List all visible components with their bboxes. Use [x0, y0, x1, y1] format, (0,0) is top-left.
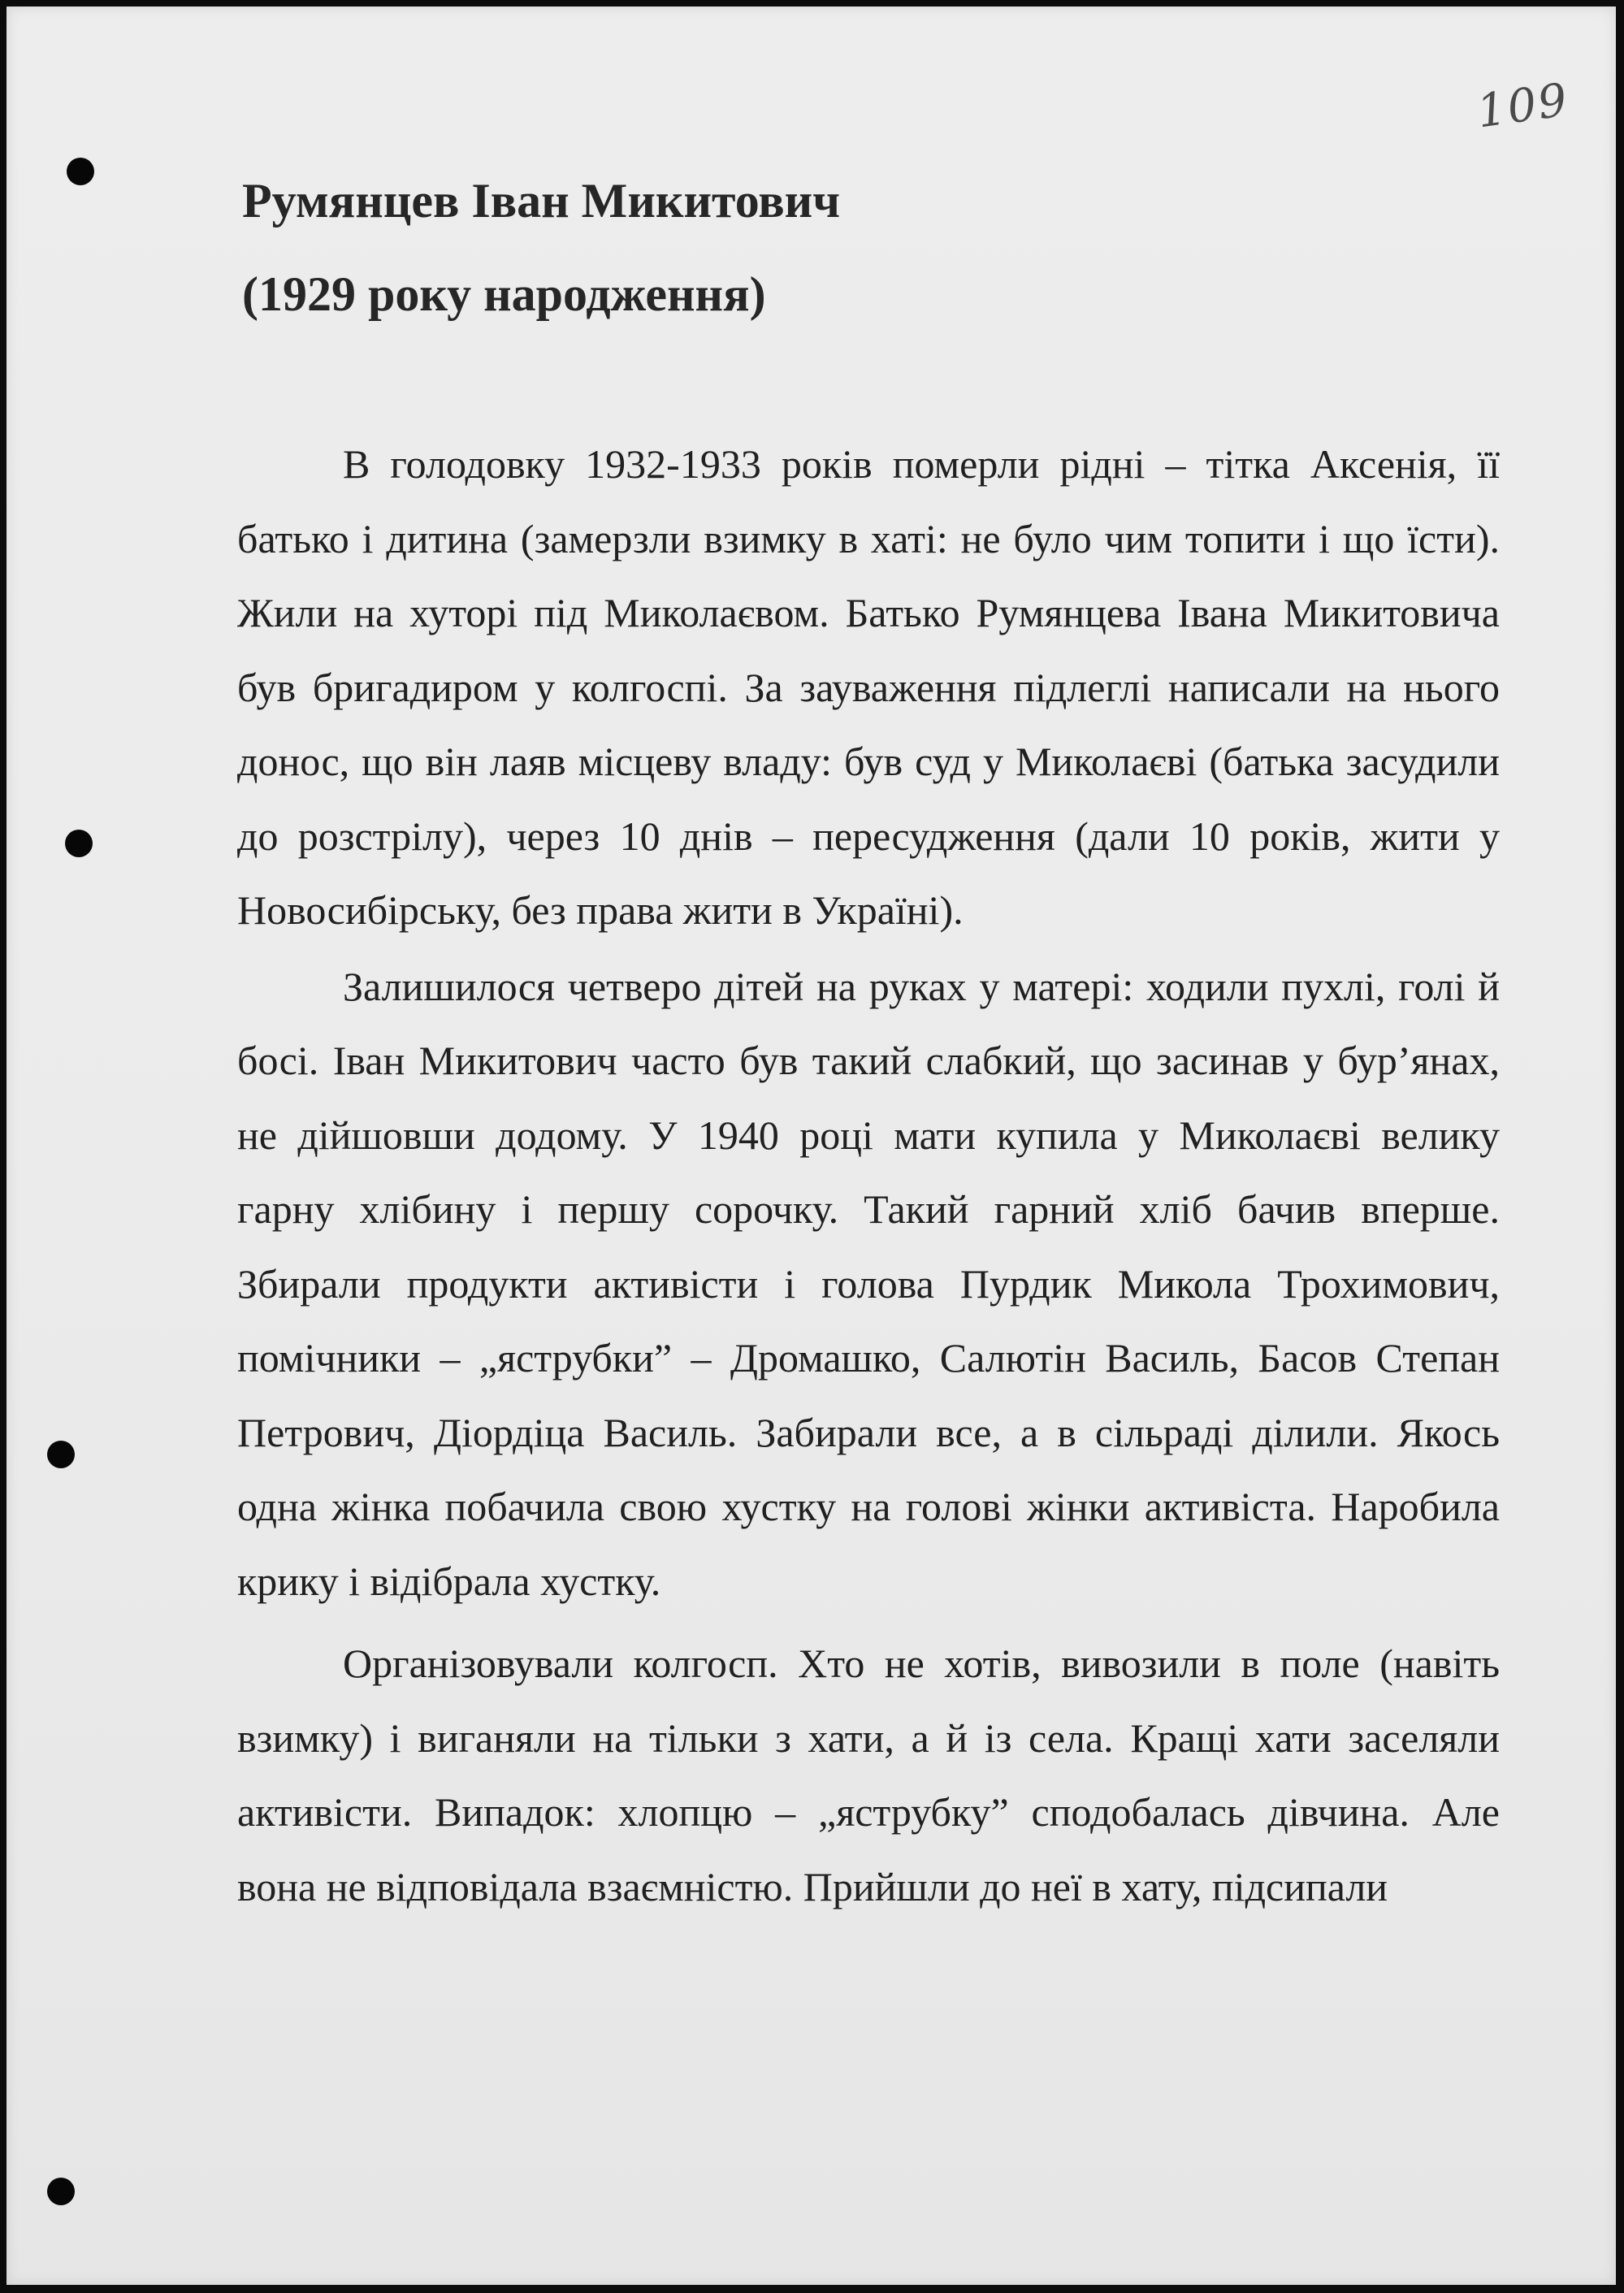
binder-hole [47, 2178, 75, 2205]
document-title-name: Румянцев Іван Микитович [242, 174, 841, 228]
handwritten-page-number: 109 [1474, 73, 1572, 139]
document-body [237, 427, 1500, 1924]
paragraph: Організовували колгосп. Хто не хотів, вивозили в поле (навіть взимку) і виганяли на тільки з хати, а й із села. Кращі хати заселяли активісти. Випадок: хлопцю – „яструбку” сподобалась дівчина. Але вона не відповідала взаємністю. Прийшли до неї в хату, підсипали [237, 1641, 1500, 1909]
document-page [6, 7, 1616, 2285]
binder-hole [65, 830, 93, 857]
paragraph: Залишилося четверо дітей на руках у матері: ходили пухлі, голі й босі. Іван Микитович часто був такий слабкий, що засинав у бур’янах, не дійшовши додому. У 1940 році мати купила у Миколаєві велику гарну хлібину і першу сорочку. Такий гарний хліб бачив вперше. Збирали продукти активісти і голова Пурдик Микола Трохимович, помічники – „яструбки” – Дромашко, Салютін Василь, Басов Степан Петрович, Діордіца Василь. Забирали все, а в сільраді ділили. Якось одна жінка побачила свою хустку на голові жінки активіста. Наробила крику і відібрала хустку. [237, 963, 1500, 1604]
document-title-birth-year: (1929 року народження) [242, 267, 766, 321]
binder-hole [47, 1441, 75, 1468]
paragraph: В голодовку 1932-1933 років померли рідні – тітка Аксенія, її батько і дитина (замерзли взимку в хаті: не було чим топити і що їсти). Жили на хуторі під Миколаєвом. Батько Румянцева Івана Микитовича був бригадиром у колгоспі. За зауваження підлеглі написали на нього донос, що він лаяв місцеву владу: був суд у Миколаєві (батька засудили до розстрілу), через 10 днів – пересудження (дали 10 років, жити у Новосибірську, без права жити в Україні). [237, 441, 1500, 933]
binder-hole [67, 158, 94, 185]
